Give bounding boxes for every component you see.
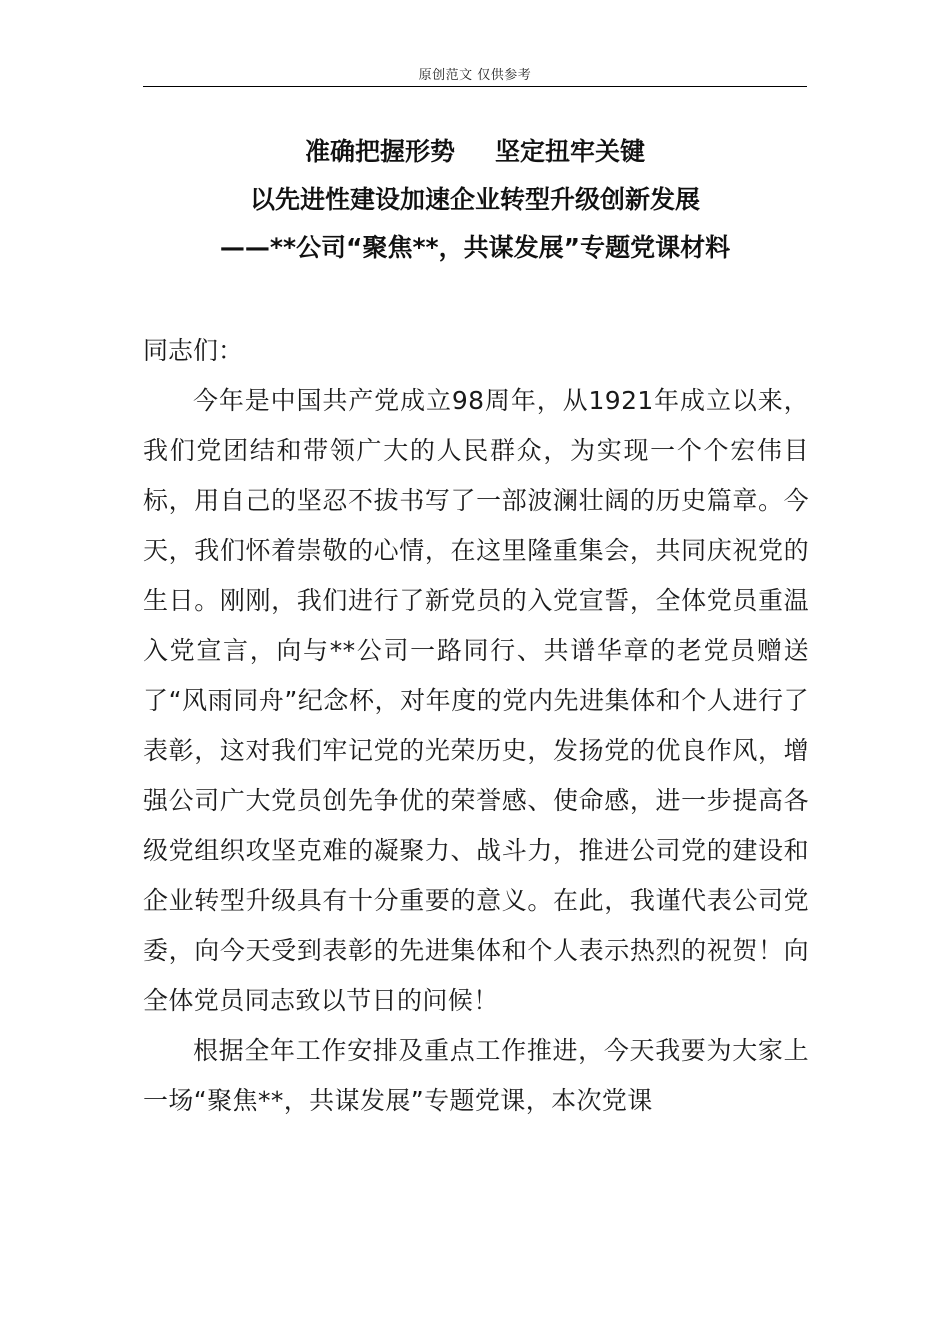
title-line-2: 以先进性建设加速企业转型升级创新发展 bbox=[249, 185, 700, 214]
page-header: 原创范文 仅供参考 bbox=[418, 68, 532, 83]
title-line-1-part-2: 坚定扭牢关键 bbox=[495, 137, 646, 166]
header-rule bbox=[143, 86, 807, 87]
salutation: 同志们： bbox=[143, 336, 244, 365]
title-block bbox=[143, 128, 807, 272]
title-line-1 bbox=[143, 128, 807, 176]
title-line-1-part-1: 准确把握形势 bbox=[304, 137, 455, 166]
paragraph-2: 根据全年工作安排及重点工作推进，今天我要为大家上一场“聚焦**，共谋发展”专题党课，本次党课 bbox=[143, 1036, 809, 1115]
document-body bbox=[143, 326, 809, 1126]
title-line-3: ——**公司“聚焦**，共谋发展”专题党课材料 bbox=[219, 233, 731, 262]
paragraph-1: 今年是中国共产党成立98周年，从1921年成立以来，我们党团结和带领广大的人民群众，为实现一个个宏伟目标，用自己的坚忍不拔书写了一部波澜壮阔的历史篇章。今天，我们怀着崇敬的心情，在这里隆重集会，共同庆祝党的生日。刚刚，我们进行了新党员的入党宣誓，全体党员重温入党宣言，向与**公司一路同行、共谱华章的老党员赠送了“风雨同舟”纪念杯，对年度的党内先进集体和个人进行了表彰，这对我们牢记党的光荣历史，发扬党的优良作风，增强公司广大党员创先争优的荣誉感、使命感，进一步提高各级党组织攻坚克难的凝聚力、战斗力，推进公司党的建设和企业转型升级具有十分重要的意义。在此，我谨代表公司党委，向今天受到表彰的先进集体和个人表示热烈的祝贺！向全体党员同志致以节日的问候！ bbox=[143, 386, 809, 1015]
